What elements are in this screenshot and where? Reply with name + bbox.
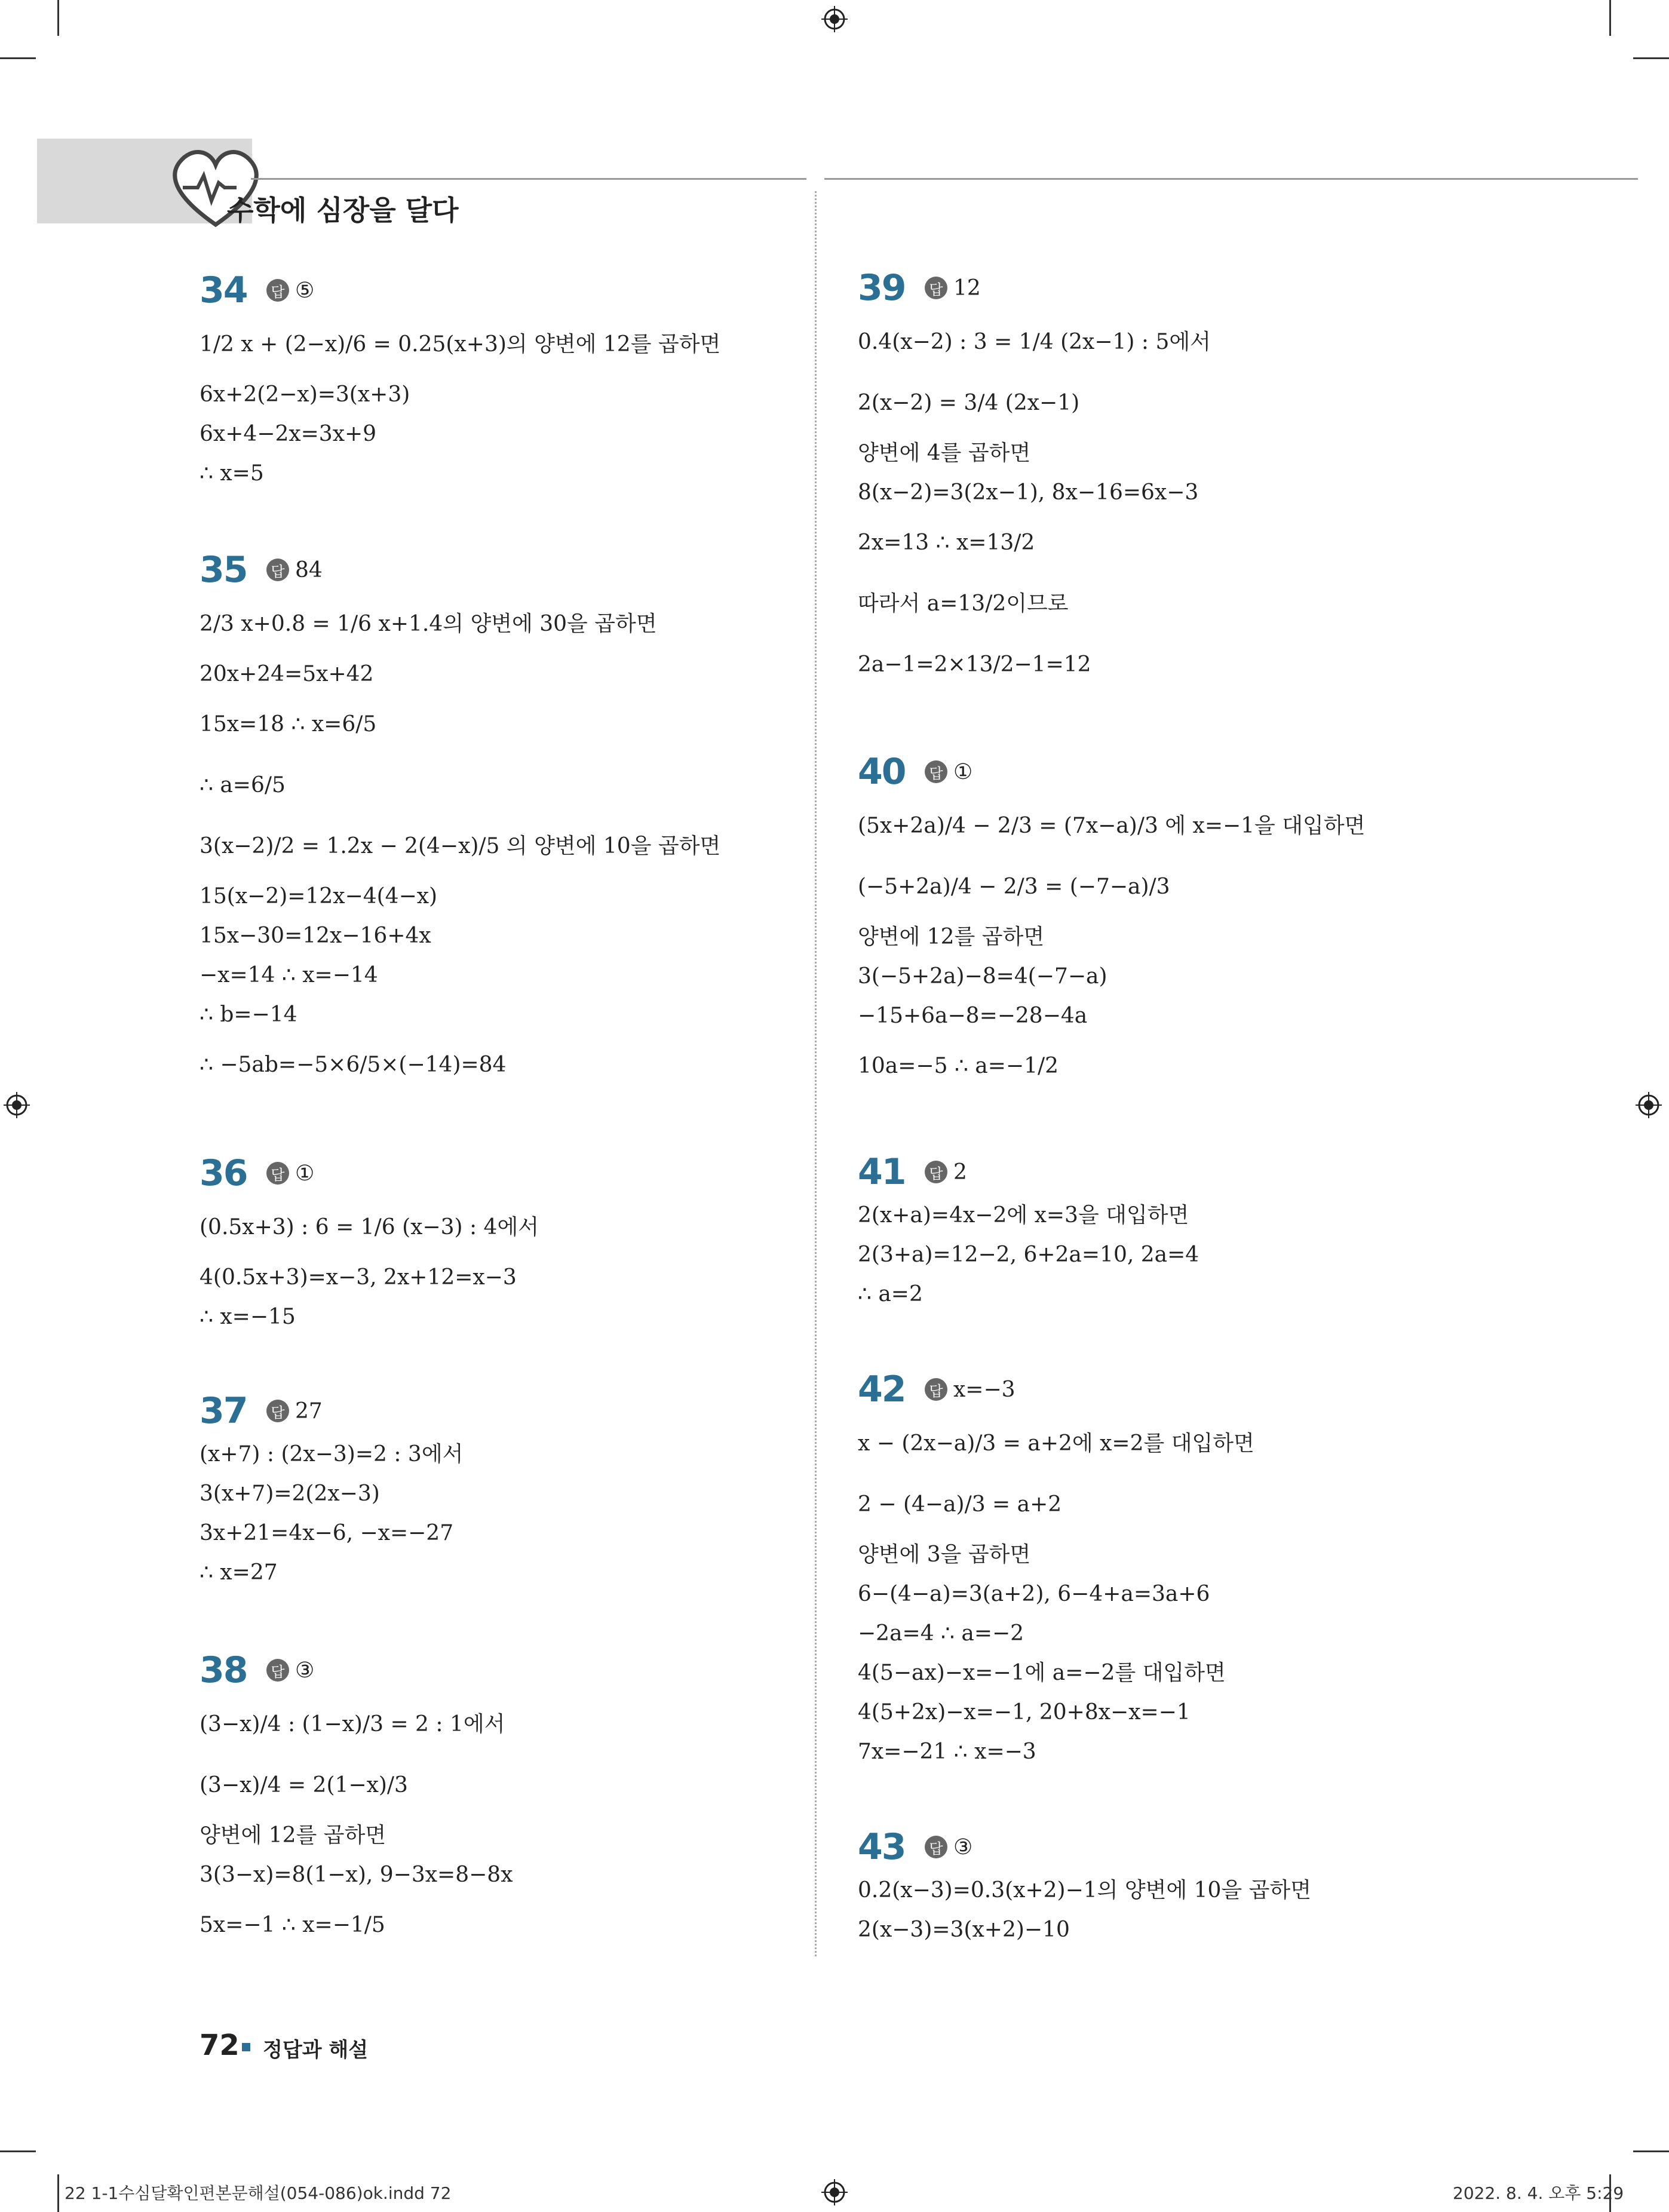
problem-34 [200,266,886,493]
solution-line: ∴ x=−15 [200,1305,296,1329]
slug-filename: 22 1-1수심달확인편본문해설(054-086)ok.indd 72 [65,2183,452,2203]
problem-number: 41 [858,1151,906,1193]
solution-line: ∴ −5ab=−5×6/5×(−14)=84 [200,1053,507,1077]
answer-value: 2 [953,1159,967,1185]
solution-line: 1/2 x + (2−x)/6 = 0.25(x+3)의 양변에 12를 곱하면 [200,332,721,357]
problem-number: 43 [858,1826,906,1868]
answer-value: 27 [295,1398,323,1423]
slug-date: 2022. 8. 4. 오후 5:29 [1453,2183,1624,2203]
solution-line: 2(x−3)=3(x+2)−10 [858,1918,1070,1942]
solution-line: −2a=4 ∴ a=−2 [858,1621,1024,1646]
answer-value: ⑤ [295,278,315,303]
crop-mark [1633,57,1669,59]
solution-line: x − (2x−a)/3 = a+2에 x=2를 대입하면 [858,1431,1254,1456]
crop-mark [57,2174,59,2212]
solution-line: ∴ a=2 [858,1282,923,1306]
solution-line: 2(3+a)=12−2, 6+2a=10, 2a=4 [858,1242,1199,1267]
solution-line: ∴ x=5 [200,461,264,486]
logo-text: 수학에 심장을 달다 [227,194,459,226]
problem-43 [858,1823,1545,1950]
section-title: 정답과 해설 [263,2038,369,2062]
problem-number: 42 [858,1369,906,1410]
problem-35 [200,546,886,1096]
problem-36 [200,1149,886,1337]
answer-badge-icon: 답 [925,1161,947,1183]
crop-mark [1633,2150,1669,2152]
page-number: 72 [200,2029,240,2062]
crop-mark [0,57,36,59]
footer-square-icon [242,2043,250,2051]
solution-line: 양변에 4를 곱하면 [858,441,1031,465]
solution-line: −15+6a−8=−28−4a [858,1004,1088,1028]
solution-line: ∴ a=6/5 [200,773,286,797]
solution-line: 6x+4−2x=3x+9 [200,422,377,446]
header-rule [824,178,1638,180]
registration-mark-icon [821,2179,848,2205]
answer-value: ① [953,759,973,784]
answer-value: ① [295,1161,315,1186]
solution-line: 4(5−ax)−x=−1에 a=−2를 대입하면 [858,1661,1226,1685]
solution-line: 양변에 3을 곱하면 [858,1542,1031,1567]
answer-badge-icon: 답 [925,277,947,299]
answer-value: 12 [953,275,981,300]
solution-line: 2/3 x+0.8 = 1/6 x+1.4의 양변에 30을 곱하면 [200,612,657,636]
crop-mark [1609,0,1611,36]
crop-mark [57,0,59,36]
solution-line: −x=14 ∴ x=−14 [200,963,378,987]
solution-line: ∴ x=27 [200,1560,278,1585]
problem-41 [858,1148,1545,1314]
header-rule [251,178,806,180]
problem-39 [858,264,1545,695]
solution-line: 6x+2(2−x)=3(x+3) [200,382,410,407]
answer-badge-icon: 답 [266,279,289,302]
solution-line: ∴ b=−14 [200,1002,297,1027]
solution-line: 4(5+2x)−x=−1, 20+8x−x=−1 [858,1700,1191,1725]
answer-badge-icon: 답 [266,1162,289,1185]
registration-mark-icon [1636,1092,1662,1118]
answer-value: x=−3 [953,1377,1015,1402]
problem-number: 35 [200,549,247,591]
solution-line: 0.4(x−2) : 3 = 1/4 (2x−1) : 5에서 [858,330,1211,354]
problem-number: 34 [200,269,247,311]
solution-line: 3(x+7)=2(2x−3) [200,1481,380,1506]
answer-value: ③ [295,1658,315,1683]
solution-line: 2(x−2) = 3/4 (2x−1) [858,391,1080,415]
registration-mark-icon [4,1092,30,1118]
problem-number: 38 [200,1649,247,1691]
problem-38 [200,1646,886,1956]
solution-line: (x+7) : (2x−3)=2 : 3에서 [200,1442,464,1467]
answer-badge-icon: 답 [266,1400,289,1422]
solution-line: 2a−1=2×13/2−1=12 [858,652,1091,677]
registration-mark-icon [821,6,848,32]
solution-line: 2 − (4−a)/3 = a+2 [858,1492,1062,1517]
solution-line: (−5+2a)/4 − 2/3 = (−7−a)/3 [858,875,1170,899]
solution-line: 3x+21=4x−6, −x=−27 [200,1521,454,1545]
solution-line: 2(x+a)=4x−2에 x=3을 대입하면 [858,1203,1189,1228]
solution-line: 3(x−2)/2 = 1.2x − 2(4−x)/5 의 양변에 10을 곱하면 [200,834,721,858]
problem-number: 36 [200,1152,247,1194]
crop-mark [0,2150,36,2152]
solution-line: 0.2(x−3)=0.3(x+2)−1의 양변에 10을 곱하면 [858,1878,1312,1903]
solution-line: 4(0.5x+3)=x−3, 2x+12=x−3 [200,1265,517,1290]
problem-number: 37 [200,1390,247,1432]
answer-value: ③ [953,1834,973,1860]
solution-line: 2x=13 ∴ x=13/2 [858,530,1035,555]
problem-number: 40 [858,751,906,793]
solution-line: 양변에 12를 곱하면 [858,925,1045,949]
solution-line: 따라서 a=13/2이므로 [858,591,1069,616]
answer-badge-icon: 답 [266,559,289,581]
solution-line: 3(3−x)=8(1−x), 9−3x=8−8x [200,1863,513,1887]
problem-number: 39 [858,267,906,309]
solution-line: 15x−30=12x−16+4x [200,924,431,948]
solution-line: 6−(4−a)=3(a+2), 6−4+a=3a+6 [858,1582,1210,1606]
problem-42 [858,1366,1545,1772]
solution-line: (3−x)/4 = 2(1−x)/3 [200,1773,408,1797]
solution-line: (0.5x+3) : 6 = 1/6 (x−3) : 4에서 [200,1215,539,1240]
solution-line: (3−x)/4 : (1−x)/3 = 2 : 1에서 [200,1712,505,1737]
answer-badge-icon: 답 [925,1836,947,1858]
solution-line: 15(x−2)=12x−4(4−x) [200,884,438,909]
solution-line: 5x=−1 ∴ x=−1/5 [200,1913,385,1937]
solution-line: 15x=18 ∴ x=6/5 [200,712,377,737]
answer-badge-icon: 답 [266,1659,289,1682]
answer-value: 84 [295,557,323,582]
answer-badge-icon: 답 [925,1378,947,1401]
solution-line: (5x+2a)/4 − 2/3 = (7x−a)/3 에 x=−1을 대입하면 [858,814,1366,838]
solution-line: 양변에 12를 곱하면 [200,1823,386,1848]
solution-line: 8(x−2)=3(2x−1), 8x−16=6x−3 [858,480,1199,505]
solution-line: 10a=−5 ∴ a=−1/2 [858,1054,1059,1078]
problem-37 [200,1387,886,1593]
answer-badge-icon: 답 [925,760,947,783]
solution-line: 3(−5+2a)−8=4(−7−a) [858,964,1107,989]
problem-40 [858,748,1545,1097]
solution-line: 20x+24=5x+42 [200,662,374,686]
solution-line: 7x=−21 ∴ x=−3 [858,1739,1036,1764]
